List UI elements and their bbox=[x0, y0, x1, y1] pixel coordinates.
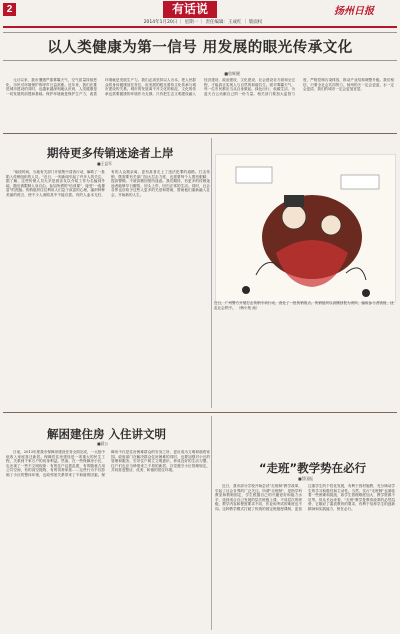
cartoon-caption-text: 近日，广州警方开展打击传销专项行动，查处了一批传销窝点。传销组织以高额回报为诱饵，骗取参与者钱财，扰乱社会秩序。 bbox=[214, 301, 394, 310]
section-divider-2 bbox=[3, 412, 397, 413]
headline-rule-top bbox=[3, 32, 397, 33]
cartoon-drawing bbox=[216, 155, 395, 302]
byline-main: ■詹辉健 bbox=[224, 71, 240, 76]
headline-mlm: 期待更多传销迷途者上岸 bbox=[47, 146, 174, 160]
byline-housing: ■晨公 bbox=[97, 441, 109, 446]
paper-logo: 扬州日报 bbox=[334, 6, 374, 17]
headline-teaching: “走班”教学势在必行 bbox=[259, 461, 367, 475]
article-housing-text: 日前，2013年度我市保障房建设任务全面完成，一大批中低收入家庭喜迁新居。保障性住房建设是一项重大的民生工程，关系到千家万户的切身利益。然而，在一些保障房小区，也出现了一些不文明现象：有的住户乱搭乱建，有的随意占用公共空间，有的高空抛物，有的饲养家禽……这些行为不仅影响了小区的整体环境，也给邻里关系带来了不和谐的因素。保障房不仅是住房困难群众的安身之所，更应成为文明和谐的家园。政府部门在解决群众住房困难的同时，也要加强对小区的管理和服务，引导住户树立文明意识，养成良好的生活习惯。住户们也应当珍惜来之不易的新居，自觉遵守小区管理规定，共同营造整洁、优美、和谐的居住环境。 bbox=[6, 450, 210, 477]
page-number: 2 bbox=[3, 3, 16, 16]
byline-mlm: ■王益军 bbox=[97, 161, 112, 166]
headline-rule-bottom bbox=[3, 60, 397, 61]
column-divider-2 bbox=[211, 416, 212, 630]
cartoon-illustration bbox=[215, 154, 396, 303]
cartoon-caption bbox=[214, 301, 394, 310]
section-divider-1 bbox=[3, 133, 397, 134]
article-housing-body bbox=[6, 450, 210, 630]
headline-housing: 解困建住房 入住讲文明 bbox=[47, 427, 167, 441]
article-teaching-text: 近日，我市部分学校开始尝试"走班制"教学改革，引起了社会各界的广泛关注。所谓"走班制"，是指学科教室和教师固定，学生根据自己的兴趣爱好和能力水平，选择适合自己发展的层次班级上课，不同层次的班级，教学内容和程度要求不同，作业和考试的难度也不同。这种教学模式打破了传统的固定班级授课制，更加注重学生的个性化发展，有利于因材施教，充分调动学生的学习积极性和主动性。当然，实行"走班制"也面临着一些困难和挑战，如学生管理难度加大、教学资源不足等。但从长远来看，"走班"教学是教育改革的必然趋势，它顺应了素质教育的要求，有利于培养学生的创新精神和实践能力，势在必行。 bbox=[215, 484, 395, 511]
article-main-text: 元旦以来，我市遭遇严重雾霾天气，空气质量持续恶化，市民对环境保护的呼声日益高涨。近年来，我们在推进城市建设的同时，也越来越深刻地认识到，人类健康是一切发展的前提和基础。保护环境就是保护生产力，改善环境就是发展生产力。我们必须坚持以人为本，把人民群众的身体健康放在首位，用发展的眼光看待文化传承与城市建设的关系。城市的发展离不开文化的积淀，文化的传承也需要健康的环境作为支撑。只有把生态文明建设融入经济建设、政治建设、文化建设、社会建设各方面和全过程，才能真正实现人与自然的和谐共生。面对雾霾天气，每一位市民都应当从自身做起，绿色出行，低碳生活，为蓝天白云贡献自己的一份力量。相关部门要加大监管力度，严格控制污染排放，推动产业结构调整升级。我们相信，只要全社会共同努力，扬州的天一定会更蓝，水一定会更清，我们的城市一定会更加宜居。 bbox=[6, 78, 394, 96]
column-divider-1 bbox=[211, 138, 212, 408]
column-badge: 有话说 bbox=[163, 1, 217, 18]
masthead-rule bbox=[3, 26, 397, 28]
dateline: 2014年1月20日 ｜ 星期一 ｜ 责任编辑：王成红 ｜ 版面权 bbox=[143, 20, 263, 25]
article-mlm-body bbox=[6, 170, 210, 408]
byline-teaching: ■蔡国振 bbox=[298, 476, 313, 481]
cartoon-credit: （梅小苑 画） bbox=[236, 305, 260, 310]
article-main-body bbox=[6, 78, 394, 131]
article-teaching-body bbox=[215, 484, 395, 630]
article-mlm-text: "前段时间，当地有关部门开展集中清查行动，解救了一批陷入传销组织的人员。"近日，一则新闻引起了许多人的关注。据了解，这些传销人员大多是被亲友以介绍工作为名骗到外地，随后被限制人身自由，参加所谓的"培训课"，接受"一夜暴富"的洗脑。传销组织往往利用人们急于致富的心理，编织种种美丽的谎言，使不少人深陷其中不能自拔。有的人血本无归，有的人众叛亲离，更有甚者走上了违法犯罪的道路。打击传销，既需要有关部门加大打击力度，也需要每个人擦亮眼睛，提高警惕，不被高额回报所迷惑。我们期待，有更多的传销迷途者能够早日醒悟，回头上岸，回归正常的生活。同时，社会各界也应给予这些人更多的关爱和帮助，帮助他们重新融入社会，开始新的人生。 bbox=[6, 170, 210, 197]
headline-main: 以人类健康为第一信号 用发展的眼光传承文化 bbox=[47, 40, 353, 56]
